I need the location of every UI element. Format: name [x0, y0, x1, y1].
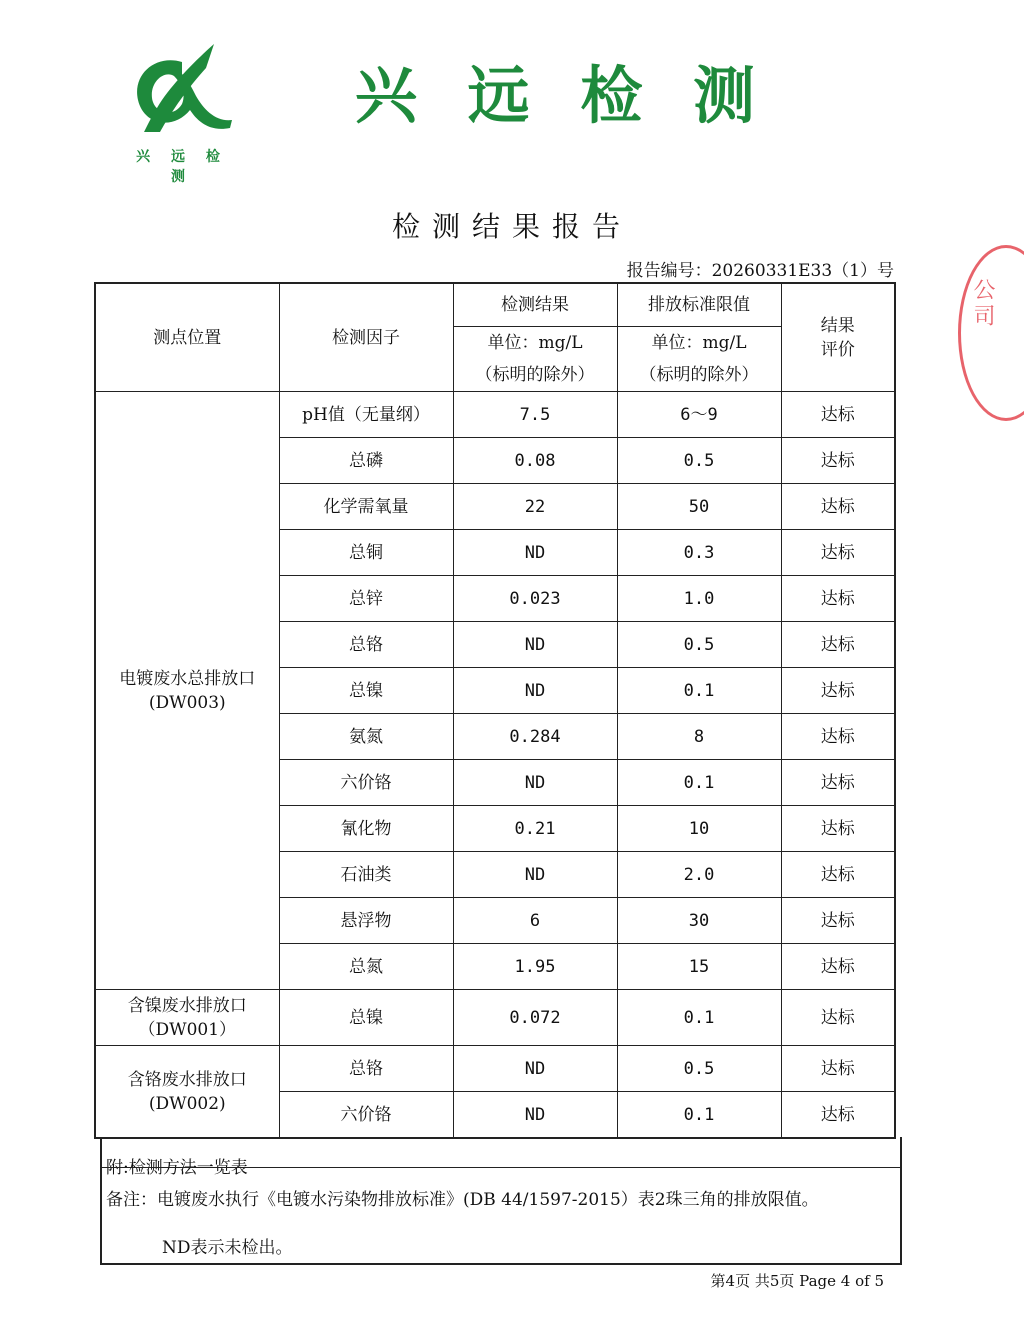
- result-cell: 0.072: [453, 990, 617, 1046]
- limit-cell: 0.5: [617, 622, 781, 668]
- evaluation-cell: 达标: [781, 760, 895, 806]
- header-factor: 检测因子: [279, 283, 453, 392]
- header-evaluation-text: 结果评价: [820, 315, 855, 360]
- evaluation-cell: 达标: [781, 898, 895, 944]
- location-code: (DW003): [148, 692, 226, 713]
- limit-cell: 2.0: [617, 852, 781, 898]
- limit-unit-note: （标明的除外）: [639, 365, 759, 385]
- evaluation-cell: 达标: [781, 852, 895, 898]
- table-row: [95, 1046, 895, 1092]
- logo-caption: 兴 远 检 测: [136, 149, 228, 185]
- limit-cell: 1.0: [617, 576, 781, 622]
- location-cell: [95, 392, 279, 990]
- table-row: [95, 990, 895, 1046]
- evaluation-cell: 达标: [781, 438, 895, 484]
- result-cell: ND: [453, 1046, 617, 1092]
- location-name: 含镍废水排放口: [127, 995, 247, 1016]
- limit-cell: 6～9: [617, 392, 781, 438]
- evaluation-cell: 达标: [781, 530, 895, 576]
- result-unit: 单位：mg/L: [487, 333, 583, 353]
- result-cell: ND: [453, 760, 617, 806]
- document-title: 检测结果报告: [391, 210, 632, 243]
- factor-cell: pH值（无量纲）: [279, 392, 453, 438]
- logo-mark-icon: [126, 40, 238, 140]
- limit-cell: 0.3: [617, 530, 781, 576]
- factor-cell: 悬浮物: [279, 898, 453, 944]
- factor-cell: 总磷: [279, 438, 453, 484]
- result-cell: ND: [453, 1092, 617, 1139]
- location-name: 电镀废水总排放口: [119, 668, 256, 689]
- factor-cell: 总氮: [279, 944, 453, 990]
- result-cell: 0.21: [453, 806, 617, 852]
- table-row: [95, 392, 895, 438]
- limit-cell: 0.1: [617, 990, 781, 1046]
- result-cell: ND: [453, 530, 617, 576]
- result-cell: 0.023: [453, 576, 617, 622]
- evaluation-cell: 达标: [781, 668, 895, 714]
- factor-cell: 化学需氧量: [279, 484, 453, 530]
- header-limit-unit: [617, 327, 781, 392]
- header-location: 测点位置: [95, 283, 279, 392]
- results-table: [94, 282, 896, 1139]
- factor-cell: 六价铬: [279, 760, 453, 806]
- location-code: （DW001）: [138, 1019, 237, 1040]
- appendix-divider: [102, 1167, 900, 1168]
- limit-cell: 0.5: [617, 438, 781, 484]
- result-cell: 1.95: [453, 944, 617, 990]
- evaluation-cell: 达标: [781, 806, 895, 852]
- limit-cell: 0.1: [617, 1092, 781, 1139]
- limit-cell: 10: [617, 806, 781, 852]
- limit-cell: 30: [617, 898, 781, 944]
- limit-cell: 0.5: [617, 1046, 781, 1092]
- factor-cell: 石油类: [279, 852, 453, 898]
- evaluation-cell: 达标: [781, 392, 895, 438]
- evaluation-cell: 达标: [781, 714, 895, 760]
- location-cell: [95, 990, 279, 1046]
- brand-char: 远: [467, 59, 530, 132]
- result-cell: 0.08: [453, 438, 617, 484]
- evaluation-cell: 达标: [781, 944, 895, 990]
- factor-cell: 氨氮: [279, 714, 453, 760]
- factor-cell: 总铬: [279, 1046, 453, 1092]
- results-body: [95, 392, 895, 1139]
- header-limit: 排放标准限值: [617, 283, 781, 327]
- evaluation-cell: 达标: [781, 622, 895, 668]
- limit-cell: 0.1: [617, 760, 781, 806]
- result-cell: 22: [453, 484, 617, 530]
- limit-cell: 15: [617, 944, 781, 990]
- location-cell: [95, 1046, 279, 1139]
- evaluation-cell: 达标: [781, 990, 895, 1046]
- result-cell: 7.5: [453, 392, 617, 438]
- factor-cell: 总镍: [279, 668, 453, 714]
- factor-cell: 六价铬: [279, 1092, 453, 1139]
- result-cell: 6: [453, 898, 617, 944]
- location-code: (DW002): [148, 1093, 226, 1114]
- factor-cell: 总锌: [279, 576, 453, 622]
- factor-cell: 氰化物: [279, 806, 453, 852]
- appendix-note: 附:检测方法一览表: [106, 1158, 248, 1178]
- evaluation-cell: 达标: [781, 484, 895, 530]
- factor-cell: 总镍: [279, 990, 453, 1046]
- evaluation-cell: 达标: [781, 1046, 895, 1092]
- result-cell: ND: [453, 668, 617, 714]
- result-cell: 0.284: [453, 714, 617, 760]
- remark-note: 备注：电镀废水执行《电镀水污染物排放标准》(DB 44/1597-2015）表2珠三角的排放限值。: [106, 1190, 819, 1210]
- nd-note: ND表示未检出。: [162, 1238, 293, 1258]
- page-footer: 第4页 共5页 Page 4 of 5: [710, 1272, 884, 1290]
- limit-unit: 单位：mg/L: [651, 333, 747, 353]
- result-cell: ND: [453, 622, 617, 668]
- company-logo: [122, 40, 242, 185]
- stamp-text: 公司: [970, 278, 995, 330]
- result-cell: ND: [453, 852, 617, 898]
- header-evaluation: [781, 283, 895, 392]
- notes-section: [100, 1137, 902, 1265]
- report-number: 报告编号：20260331E33（1）号: [626, 261, 894, 281]
- limit-cell: 8: [617, 714, 781, 760]
- factor-cell: 总铜: [279, 530, 453, 576]
- brand-char: 测: [692, 59, 755, 132]
- brand-char: 兴: [355, 59, 418, 132]
- evaluation-cell: 达标: [781, 576, 895, 622]
- brand-char: 检: [580, 59, 643, 132]
- header-result: 检测结果: [453, 283, 617, 327]
- factor-cell: 总铬: [279, 622, 453, 668]
- limit-cell: 0.1: [617, 668, 781, 714]
- brand-title: [355, 60, 755, 132]
- company-stamp: [958, 245, 1024, 421]
- location-name: 含铬废水排放口: [127, 1069, 247, 1090]
- header-result-unit: [453, 327, 617, 392]
- result-unit-note: （标明的除外）: [475, 365, 595, 385]
- limit-cell: 50: [617, 484, 781, 530]
- evaluation-cell: 达标: [781, 1092, 895, 1139]
